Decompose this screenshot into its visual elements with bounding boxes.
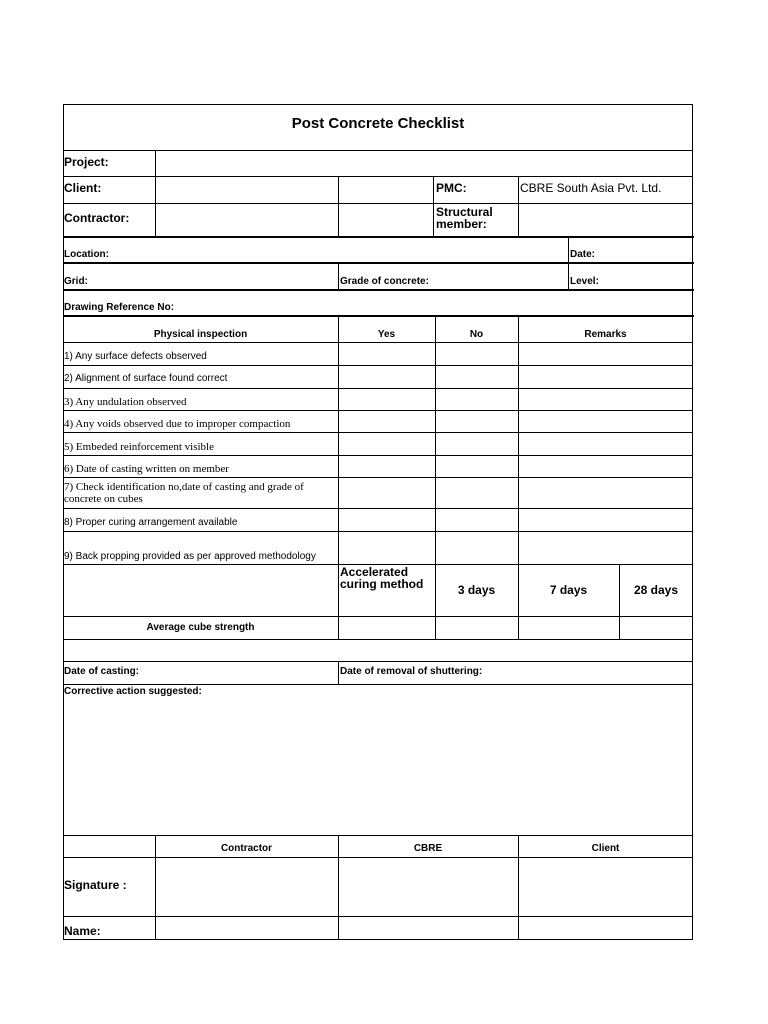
grade-label: Grade of concrete: <box>340 276 429 287</box>
v-header-4 <box>518 176 519 237</box>
line-client-bottom <box>63 203 693 204</box>
v-grid-grade <box>338 263 339 290</box>
line-r6 <box>63 477 693 478</box>
inspection-item: 9) Back propping provided as per approved methodology <box>64 551 316 562</box>
level-label: Level: <box>570 276 599 287</box>
contractor-label: Contractor: <box>64 211 130 225</box>
line-r5 <box>63 455 693 456</box>
v-header-1 <box>155 150 156 237</box>
date-label: Date: <box>570 249 596 260</box>
inspection-item: 7) Check identification no,date of casting and grade of <box>64 481 304 493</box>
col-yes: Yes <box>377 329 396 340</box>
page-title: Post Concrete Checklist <box>291 115 465 132</box>
v-date-level <box>568 237 569 290</box>
line-r7 <box>63 508 693 509</box>
v-header-3 <box>433 176 434 237</box>
sig-col-client: Client <box>591 843 620 854</box>
line-r2 <box>63 388 693 389</box>
line-r3 <box>63 410 693 411</box>
line-project-bottom <box>63 176 693 177</box>
days-28-label: 28 days <box>633 583 679 597</box>
accelerated-label-2: curing method <box>340 577 424 591</box>
line-grid-bottom <box>63 289 694 291</box>
inspection-item: 8) Proper curing arrangement available <box>64 517 238 528</box>
inspection-item: 4) Any voids observed due to improper compaction <box>64 418 291 430</box>
structural-label-1: Structural <box>436 205 493 219</box>
line-corrective-bottom <box>63 835 693 836</box>
v-header-2 <box>338 176 339 237</box>
border-right <box>692 104 693 940</box>
inspection-item: 3) Any undulation observed <box>64 396 187 408</box>
inspection-item: concrete on cubes <box>64 493 143 505</box>
col-no: No <box>469 329 484 340</box>
line-location-bottom <box>63 262 694 264</box>
pmc-value: CBRE South Asia Pvt. Ltd. <box>520 181 662 195</box>
col-physical: Physical inspection <box>153 329 248 340</box>
line-top <box>63 104 693 105</box>
sig-col-contractor: Contractor <box>220 843 273 854</box>
average-cube-strength-label: Average cube strength <box>146 622 255 633</box>
v-insp-4 <box>619 564 620 639</box>
line-r4 <box>63 432 693 433</box>
line-blank-bottom <box>63 661 693 662</box>
line-head-bottom <box>63 342 693 343</box>
line-signature-bottom <box>63 916 693 917</box>
inspection-item: 5) Embeded reinforcement visible <box>64 441 214 453</box>
structural-label-2: member: <box>436 217 487 231</box>
v-casting <box>338 661 339 684</box>
grid-label: Grid: <box>64 276 88 287</box>
line-avg-bottom <box>63 639 693 640</box>
line-contractor-bottom <box>63 236 694 238</box>
date-of-removal-label: Date of removal of shuttering: <box>340 666 483 677</box>
line-r1 <box>63 365 693 366</box>
inspection-item: 6) Date of casting written on member <box>64 463 229 475</box>
line-bottom <box>63 939 693 940</box>
sig-col-cbre: CBRE <box>413 843 443 854</box>
v-insp-1 <box>338 316 339 639</box>
col-remarks: Remarks <box>584 329 627 340</box>
drawing-label: Drawing Reference No: <box>64 302 175 313</box>
line-casting-bottom <box>63 684 693 685</box>
name-label: Name: <box>64 924 101 938</box>
line-cube-head-bottom <box>63 616 693 617</box>
client-label: Client: <box>64 181 102 195</box>
signature-label: Signature : <box>64 878 127 892</box>
inspection-item: 2) Alignment of surface found correct <box>64 373 228 384</box>
project-label: Project: <box>64 155 109 169</box>
location-label: Location: <box>64 249 109 260</box>
accelerated-label-1: Accelerated <box>340 565 409 579</box>
days-7-label: 7 days <box>549 583 588 597</box>
line-drawing-bottom <box>63 315 694 317</box>
date-of-casting-label: Date of casting: <box>64 666 140 677</box>
line-title-bottom <box>63 150 693 151</box>
days-3-label: 3 days <box>457 583 496 597</box>
line-r8 <box>63 531 693 532</box>
inspection-item: 1) Any surface defects observed <box>64 351 207 362</box>
line-sig-head-bottom <box>63 857 693 858</box>
corrective-action-label: Corrective action suggested: <box>64 686 202 697</box>
pmc-label: PMC: <box>436 181 467 195</box>
